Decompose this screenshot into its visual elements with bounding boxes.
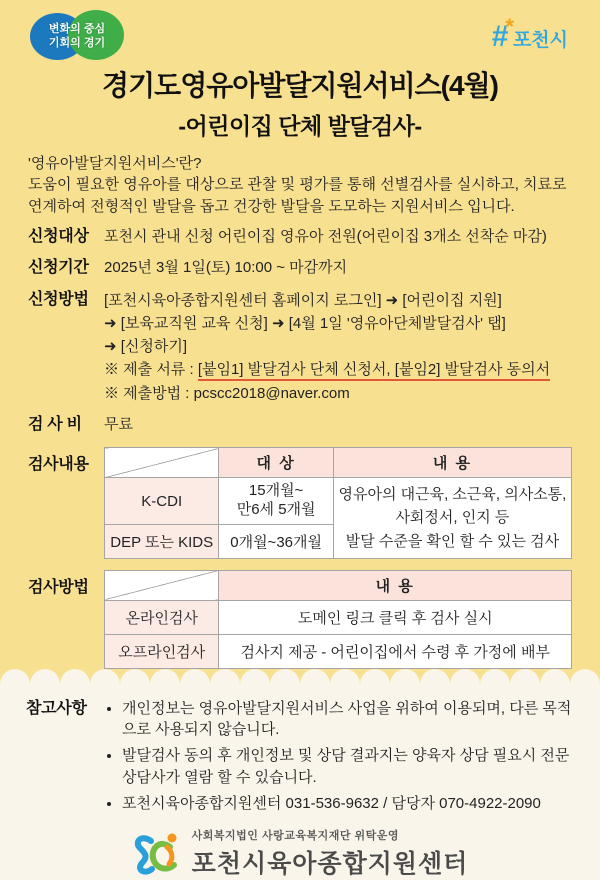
footer-org-large: 포천시육아종합지원센터 — [191, 850, 469, 879]
table-header-row — [105, 448, 572, 478]
pocheon-star-icon: * — [505, 14, 514, 39]
footer-org-small: 사회복지법인 사랑교육복지재단 위탁운영 — [191, 830, 400, 843]
method-online-detail: 도메인 링크 클릭 후 검사 실시 — [219, 600, 572, 634]
row-apply-method — [28, 289, 572, 405]
pocheon-city-logo — [491, 14, 568, 53]
kcdi-age-line1: 15개월~ — [248, 482, 304, 500]
apply-method-submit-email: ※ 제출방법 : pcscc2018@naver.com — [104, 384, 350, 402]
diagonal-cell — [105, 448, 219, 478]
apply-period-value: 2025년 3월 1일(토) 10:00 ~ 마감까지 — [104, 259, 348, 277]
apply-method-step3: ➜ [신청하기] — [104, 338, 188, 356]
method-offline-detail: 검사지 제공 - 어린이집에서 수령 후 가정에 배부 — [219, 634, 572, 668]
fee-label: 검 사 비 — [28, 415, 82, 433]
apply-target-value: 포천시 관내 신청 어린이집 영유아 전원(어린이집 3개소 선착순 마감) — [104, 227, 547, 245]
row-fee — [28, 414, 572, 436]
bottom-section — [0, 684, 600, 880]
apply-target-label: 신청대상 — [28, 227, 89, 245]
page-title: 경기도영유아발달지원서비스(4월) — [102, 70, 498, 101]
row-apply-period — [28, 257, 572, 279]
note-item-contact: • 포천시육아종합지원센터 031-536-9632 / 담당자 070-4922-2090 — [122, 793, 574, 814]
test-name-kcdi: K-CDI — [105, 478, 219, 525]
notes-list — [122, 698, 574, 819]
note-item-consent: • 발달검사 동의 후 개인정보 및 상담 결과지는 양육자 상담 필요시 전문 상담사가 열람 할 수 있습니다. — [122, 745, 574, 788]
scallop-divider — [0, 669, 600, 684]
test-method-label: 검사방법 — [28, 578, 89, 596]
intro-paragraph — [28, 153, 572, 217]
pocheon-hash-icon: # — [491, 20, 509, 53]
detail-line3: 발달 수준을 확인 할 수 있는 검사 — [345, 532, 560, 550]
apply-period-label: 신청기간 — [28, 259, 89, 277]
table-row — [105, 600, 572, 634]
table-row — [105, 634, 572, 668]
pocheon-city-name: 포천시 — [512, 30, 568, 52]
test-name-dep-kids: DEP 또는 KIDS — [105, 524, 219, 558]
test-content-table — [104, 447, 572, 559]
apply-method-step1: [포천시육아종합지원센터 홈페이지 로그인] ➜ [어린이집 지원] — [104, 291, 502, 309]
docs-prefix: ※ 제출 서류 : — [104, 361, 198, 379]
gyeonggi-province-logo — [30, 10, 124, 62]
kcdi-age-line2: 만6세 5개월 — [236, 501, 316, 519]
footer-text — [192, 827, 469, 880]
gyeonggi-logo-text — [30, 10, 124, 62]
table-header-row — [105, 570, 572, 600]
gyeonggi-logo-line1: 변화의 중심 — [48, 22, 106, 35]
intro-desc-line1: 도움이 필요한 영유아를 대상으로 관찰 및 평가를 통해 선별검사를 실시하고, 치료로 — [28, 176, 567, 194]
test-method-table — [104, 570, 572, 669]
kcdi-target-age — [219, 478, 333, 525]
footer — [26, 827, 574, 880]
center-logo-icon — [132, 831, 184, 877]
col-header-detail: 내 용 — [219, 570, 572, 600]
method-online-label: 온라인검사 — [105, 600, 219, 634]
row-notes — [26, 698, 574, 819]
test-content-label: 검사내용 — [28, 456, 89, 474]
diagonal-cell — [105, 570, 219, 600]
table-row — [105, 478, 572, 525]
test-detail-cell — [333, 478, 571, 559]
row-test-content — [28, 447, 572, 559]
detail-line1: 영유아의 대근육, 소근육, 의사소통, — [338, 486, 567, 504]
notes-label: 참고사항 — [26, 699, 87, 717]
fee-value: 무료 — [104, 415, 133, 433]
method-offline-label: 오프라인검사 — [105, 634, 219, 668]
gyeonggi-logo-line2: 기회의 경기 — [48, 37, 106, 49]
docs-underlined: [붙임1] 발달검사 단체 신청서, [붙임2] 발달검사 동의서 — [198, 361, 550, 381]
row-apply-target — [28, 226, 572, 248]
apply-method-docs — [104, 358, 572, 381]
header — [28, 10, 572, 62]
page-subtitle: -어린이집 단체 발달검사- — [178, 113, 422, 139]
apply-method-step2: ➜ [보육교직원 교육 신청] ➜ [4월 1일 '영유아단체발달검사' 탭] — [104, 314, 506, 332]
apply-method-value — [104, 289, 572, 405]
intro-question: '영유아발달지원서비스'란? — [28, 155, 202, 172]
intro-desc-line2: 연계하여 전형적인 발달을 돕고 건강한 발달을 도모하는 지원서비스 입니다. — [28, 197, 515, 215]
row-test-method — [28, 570, 572, 669]
note-item-privacy: • 개인정보는 영유아발달지원서비스 사업을 위하여 이용되며, 다른 목적으로 사용되지 않습니다. — [122, 698, 574, 741]
apply-method-label: 신청방법 — [28, 290, 89, 308]
col-header-detail: 내 용 — [333, 448, 571, 478]
col-header-target: 대 상 — [219, 448, 333, 478]
detail-line2: 사회정서, 인지 등 — [395, 509, 510, 527]
dep-kids-target-age: 0개월~36개월 — [219, 524, 333, 558]
